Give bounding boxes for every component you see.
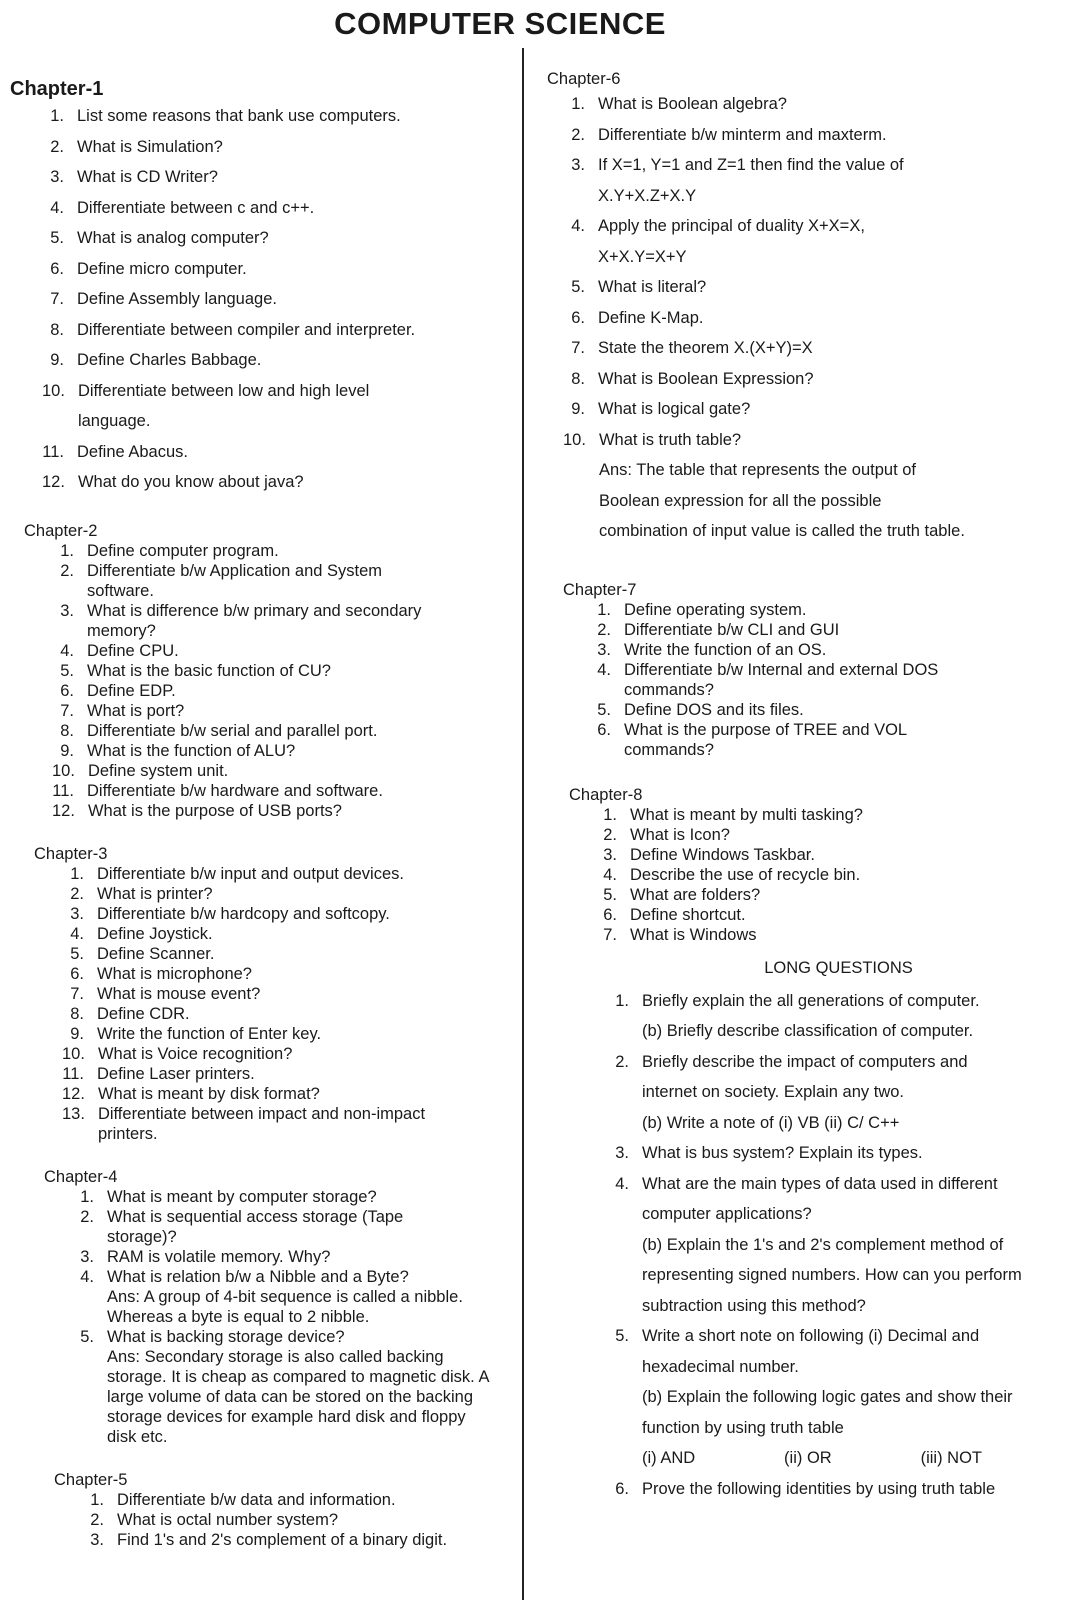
- chapter-1-section: [10, 78, 515, 498]
- question-number: 3.: [60, 601, 74, 620]
- chapter-3-section: [34, 845, 515, 1144]
- question-list: [42, 101, 515, 498]
- question-text: What is Voice recognition?: [97, 1044, 293, 1063]
- question-number: 1.: [60, 541, 74, 560]
- answer-text: Ans: A group of 4-bit sequence is called a nibble. Whereas a byte is equal to 2 nibble.: [107, 1287, 463, 1326]
- question-item: [595, 885, 1070, 905]
- question-text: Define Assembly language.: [77, 290, 277, 308]
- question-number: 5.: [70, 944, 84, 963]
- question-text: Differentiate b/w Application and System software.: [87, 561, 383, 600]
- question-number: 4.: [50, 198, 64, 217]
- question-number: 2.: [50, 137, 64, 156]
- question-body: [107, 1327, 515, 1447]
- question-text: Define Abacus.: [77, 442, 188, 461]
- question-text: What is Icon?: [630, 825, 730, 844]
- question-number: 8.: [60, 721, 74, 740]
- question-item: [563, 425, 1070, 547]
- question-text: Briefly describe the impact of computers and internet on society. Explain any two.: [642, 1052, 968, 1101]
- question-text: Write the function of an OS.: [624, 640, 827, 659]
- chapter-7-section: [563, 581, 1070, 760]
- long-question-item: [607, 1169, 1070, 1322]
- question-part-b: (b) Write a note of (i) VB (ii) C/ C++: [642, 1113, 900, 1132]
- question-item: [595, 845, 1070, 865]
- question-number: 3.: [70, 904, 84, 923]
- question-item: [52, 701, 515, 721]
- question-text: Define micro computer.: [77, 259, 247, 278]
- question-item: [72, 1267, 515, 1327]
- question-number: 5.: [615, 1327, 629, 1345]
- question-item: [563, 89, 1070, 120]
- question-text: What is Simulation?: [77, 137, 223, 156]
- question-item: [42, 223, 515, 254]
- question-number: 3.: [597, 640, 611, 659]
- question-number: 2.: [60, 561, 74, 580]
- question-item: [72, 1327, 515, 1447]
- chapter-heading: Chapter-3: [34, 844, 108, 863]
- question-text: Write the function of Enter key.: [97, 1024, 322, 1043]
- question-text: Differentiate between impact and non-impact printers.: [97, 1104, 426, 1143]
- question-number: 1.: [597, 600, 611, 619]
- question-item: [52, 541, 515, 561]
- question-number: 11.: [52, 781, 74, 800]
- question-item: [52, 661, 515, 681]
- question-number: 5.: [50, 229, 64, 247]
- question-text: Prove the following identities by using truth table: [642, 1479, 996, 1498]
- question-text: Differentiate b/w CLI and GUI: [624, 620, 840, 639]
- question-text: What is logical gate?: [598, 400, 751, 418]
- gate-label: (ii) OR: [784, 1449, 832, 1467]
- question-list: [563, 89, 1070, 547]
- question-item: [595, 825, 1070, 845]
- question-item: [52, 561, 515, 601]
- question-text: Differentiate b/w input and output devices.: [97, 864, 404, 883]
- question-text: What are folders?: [630, 885, 761, 904]
- question-item: [42, 315, 515, 346]
- page-title: COMPUTER SCIENCE: [334, 6, 666, 41]
- question-number: 6.: [50, 259, 64, 278]
- answer-text: Ans: Secondary storage is also called backing storage. It is cheap as compared to magnetic disk. A large volume of data can be stored on the backing storage devices for example hard disk and floppy disk etc.: [107, 1347, 489, 1446]
- long-question-item: [607, 1047, 1070, 1139]
- question-number: 1.: [50, 107, 64, 125]
- gate-label: (iii) NOT: [920, 1449, 982, 1467]
- question-number: 10.: [62, 1044, 85, 1063]
- long-question-item: [607, 1321, 1070, 1474]
- question-item: [563, 394, 1070, 425]
- question-item: [595, 905, 1070, 925]
- question-body: [107, 1267, 515, 1327]
- question-item: [563, 303, 1070, 334]
- question-number: 4.: [597, 660, 611, 679]
- question-text: What is Boolean Expression?: [598, 369, 814, 388]
- question-list: [589, 600, 1070, 760]
- question-item: [589, 620, 1070, 640]
- question-item: [589, 720, 1070, 760]
- question-number: 4.: [70, 924, 84, 943]
- long-questions-title: LONG QUESTIONS: [764, 958, 913, 977]
- chapter-2-section: [24, 522, 515, 821]
- question-item: [42, 193, 515, 224]
- chapter-6-section: [547, 70, 1070, 547]
- question-text: What is microphone?: [97, 964, 252, 983]
- question-text: What is mouse event?: [97, 984, 261, 1003]
- question-number: 6.: [615, 1479, 629, 1498]
- question-number: 5.: [571, 278, 585, 296]
- question-item: [62, 1104, 515, 1144]
- question-item: [595, 805, 1070, 825]
- question-text: Define Windows Taskbar.: [630, 845, 815, 864]
- question-number: 3.: [615, 1144, 629, 1162]
- question-text: What is printer?: [97, 884, 213, 903]
- question-item: [595, 925, 1070, 945]
- question-number: 4.: [80, 1267, 94, 1286]
- question-item: [72, 1247, 515, 1267]
- question-item: [62, 1024, 515, 1044]
- question-item: [42, 284, 515, 315]
- question-item: [72, 1187, 515, 1207]
- question-text: Differentiate between low and high level language.: [77, 381, 370, 430]
- long-question-item: [607, 1474, 1070, 1505]
- question-item: [52, 781, 515, 801]
- question-number: 5.: [60, 661, 74, 680]
- long-question-list: [607, 986, 1070, 1505]
- chapter-heading: Chapter-2: [24, 521, 98, 540]
- question-number: 9.: [70, 1024, 84, 1043]
- question-text: What is the function of ALU?: [87, 741, 296, 760]
- question-text: What is sequential access storage (Tape storage)?: [107, 1207, 404, 1246]
- question-number: 1.: [90, 1490, 104, 1509]
- question-number: 10.: [563, 430, 586, 449]
- question-text: Define Laser printers.: [97, 1064, 255, 1083]
- question-item: [52, 741, 515, 761]
- question-number: 5.: [597, 700, 611, 719]
- question-number: 4.: [615, 1174, 629, 1193]
- question-text: Define Scanner.: [97, 944, 215, 963]
- question-text: Differentiate b/w minterm and maxterm.: [598, 125, 887, 144]
- question-number: 6.: [60, 681, 74, 700]
- question-number: 1.: [603, 805, 617, 824]
- question-text: What do you know about java?: [77, 473, 304, 491]
- question-text: List some reasons that bank use computers.: [77, 107, 401, 125]
- question-text: What is truth table?: [598, 430, 742, 449]
- question-text: What is meant by computer storage?: [107, 1187, 377, 1206]
- question-number: 4.: [571, 217, 585, 235]
- question-number: 11.: [42, 442, 64, 461]
- question-number: 5.: [603, 885, 617, 904]
- question-list: [52, 541, 515, 821]
- question-number: 7.: [70, 984, 84, 1003]
- question-text: RAM is volatile memory. Why?: [107, 1247, 331, 1266]
- question-text: What is the basic function of CU?: [87, 661, 331, 680]
- logic-gates-row: [642, 1443, 982, 1474]
- column-divider: [522, 48, 524, 1600]
- question-text: What is meant by disk format?: [97, 1084, 320, 1103]
- question-text: Define DOS and its files.: [624, 700, 804, 719]
- question-number: 6.: [603, 905, 617, 924]
- question-part-b: (b) Explain the 1's and 2's complement method of representing signed numbers. How can you perform subtraction using this method?: [642, 1235, 1022, 1315]
- question-text: What are the main types of data used in different computer applications?: [642, 1174, 998, 1223]
- question-number: 12.: [62, 1084, 85, 1103]
- question-text: Apply the principal of duality X+X=X, X+X.Y=X+Y: [598, 217, 865, 266]
- question-number: 9.: [571, 400, 585, 418]
- question-number: 1.: [70, 864, 84, 883]
- question-text: What is backing storage device?: [107, 1327, 345, 1346]
- question-text: Differentiate b/w hardware and software.: [87, 781, 383, 800]
- question-text: Write a short note on following (i) Decimal and hexadecimal number.: [642, 1327, 980, 1376]
- question-item: [52, 681, 515, 701]
- question-item: [42, 376, 515, 437]
- question-number: 1.: [571, 95, 585, 113]
- question-item: [563, 211, 1070, 272]
- question-text: What is relation b/w a Nibble and a Byte?: [107, 1267, 409, 1286]
- question-text: What is port?: [87, 701, 185, 720]
- question-text: Define computer program.: [87, 541, 279, 560]
- question-text: What is octal number system?: [117, 1510, 338, 1529]
- question-item: [62, 904, 515, 924]
- question-item: [62, 924, 515, 944]
- question-number: 2.: [615, 1052, 629, 1071]
- question-number: 3.: [571, 156, 585, 174]
- question-item: [589, 600, 1070, 620]
- question-list: [595, 805, 1070, 945]
- question-number: 2.: [597, 620, 611, 639]
- question-part-b: (b) Explain the following logic gates and show their function by using truth table: [642, 1388, 1013, 1437]
- question-item: [62, 1084, 515, 1104]
- question-item: [62, 984, 515, 1004]
- question-text: State the theorem X.(X+Y)=X: [598, 339, 813, 357]
- question-number: 3.: [50, 168, 64, 186]
- question-item: [62, 1004, 515, 1024]
- question-body: [642, 1321, 1070, 1474]
- chapter-heading: Chapter-1: [10, 78, 104, 100]
- question-number: 2.: [80, 1207, 94, 1226]
- question-number: 9.: [50, 351, 64, 369]
- question-number: 2.: [571, 125, 585, 144]
- question-text: What is meant by multi tasking?: [630, 805, 863, 824]
- question-number: 1.: [80, 1187, 94, 1206]
- question-text: Differentiate between compiler and interpreter.: [77, 320, 416, 339]
- gate-label: (i) AND: [642, 1449, 696, 1467]
- question-item: [42, 132, 515, 163]
- question-number: 8.: [571, 369, 585, 388]
- question-number: 10.: [42, 381, 65, 400]
- question-item: [72, 1207, 515, 1247]
- question-number: 5.: [80, 1327, 94, 1346]
- question-number: 2.: [70, 884, 84, 903]
- question-item: [62, 884, 515, 904]
- question-number: 12.: [52, 801, 75, 820]
- long-question-item: [607, 1138, 1070, 1169]
- question-list: [82, 1490, 515, 1550]
- question-body: [642, 1169, 1070, 1322]
- question-number: 8.: [50, 320, 64, 339]
- question-item: [82, 1530, 515, 1550]
- question-item: [563, 120, 1070, 151]
- question-number: 6.: [70, 964, 84, 983]
- question-number: 1.: [615, 991, 629, 1010]
- question-text: Differentiate b/w data and information.: [117, 1490, 396, 1509]
- right-column: [547, 70, 1070, 1504]
- left-column: [10, 78, 515, 1550]
- question-text: What is the purpose of TREE and VOL commands?: [624, 720, 907, 759]
- question-text: Describe the use of recycle bin.: [630, 865, 861, 884]
- question-number: 7.: [571, 339, 585, 357]
- chapter-8-section: [569, 786, 1070, 945]
- question-item: [82, 1510, 515, 1530]
- question-number: 4.: [603, 865, 617, 884]
- question-text: If X=1, Y=1 and Z=1 then find the value of X.Y+X.Z+X.Y: [598, 156, 904, 205]
- chapter-4-section: [44, 1168, 515, 1447]
- question-text: Find 1's and 2's complement of a binary digit.: [117, 1530, 448, 1549]
- question-number: 10.: [52, 761, 75, 780]
- question-body: [642, 1047, 1070, 1139]
- question-text: Define Charles Babbage.: [77, 351, 262, 369]
- chapter-heading: Chapter-6: [547, 70, 621, 88]
- question-number: 12.: [42, 473, 65, 491]
- question-text: Define operating system.: [624, 600, 807, 619]
- question-item: [589, 660, 1070, 700]
- question-part-b: (b) Briefly describe classification of computer.: [642, 1022, 974, 1040]
- question-text: Differentiate b/w serial and parallel port.: [87, 721, 378, 740]
- question-item: [62, 964, 515, 984]
- question-item: [589, 640, 1070, 660]
- question-item: [52, 721, 515, 741]
- question-item: [62, 864, 515, 884]
- question-item: [62, 1044, 515, 1064]
- question-text: Define K-Map.: [598, 308, 704, 327]
- question-number: 2.: [603, 825, 617, 844]
- question-number: 7.: [60, 701, 74, 720]
- question-item: [563, 272, 1070, 303]
- question-item: [42, 254, 515, 285]
- question-item: [563, 150, 1070, 211]
- question-number: 3.: [90, 1530, 104, 1549]
- long-questions-section: [607, 959, 1070, 1505]
- question-item: [563, 333, 1070, 364]
- chapter-heading: Chapter-5: [54, 1470, 128, 1489]
- question-number: 3.: [603, 845, 617, 864]
- chapter-heading: Chapter-4: [44, 1167, 118, 1186]
- question-item: [62, 1064, 515, 1084]
- question-item: [82, 1490, 515, 1510]
- question-item: [52, 801, 515, 821]
- question-text: Define CPU.: [87, 641, 179, 660]
- question-text: What is literal?: [598, 278, 707, 296]
- long-question-item: [607, 986, 1070, 1047]
- question-body: [599, 425, 1070, 547]
- question-number: 4.: [60, 641, 74, 660]
- question-text: Briefly explain the all generations of computer.: [642, 991, 980, 1010]
- answer-text: Ans: The table that represents the output of Boolean expression for all the possible combination of input value is called the truth table.: [598, 461, 965, 540]
- question-text: What is Boolean algebra?: [598, 95, 787, 113]
- question-item: [595, 865, 1070, 885]
- question-text: What is bus system? Explain its types.: [642, 1144, 923, 1162]
- question-text: Differentiate between c and c++.: [77, 198, 315, 217]
- question-number: 13.: [62, 1104, 85, 1123]
- question-number: 9.: [60, 741, 74, 760]
- question-number: 8.: [70, 1004, 84, 1023]
- question-item: [42, 437, 515, 468]
- question-item: [52, 761, 515, 781]
- question-text: Define system unit.: [87, 761, 229, 780]
- question-text: Define EDP.: [87, 681, 176, 700]
- question-text: What is the purpose of USB ports?: [87, 801, 342, 820]
- question-text: Differentiate b/w hardcopy and softcopy.: [97, 904, 390, 923]
- question-item: [563, 364, 1070, 395]
- question-list: [62, 864, 515, 1144]
- question-number: 6.: [597, 720, 611, 739]
- question-body: [642, 986, 1070, 1047]
- question-item: [62, 944, 515, 964]
- question-number: 11.: [62, 1064, 84, 1083]
- question-item: [52, 601, 515, 641]
- question-number: 7.: [50, 290, 64, 308]
- question-text: Differentiate b/w Internal and external DOS commands?: [624, 660, 939, 699]
- chapter-heading: Chapter-8: [569, 785, 643, 804]
- chapter-5-section: [54, 1471, 515, 1550]
- question-list: [72, 1187, 515, 1447]
- chapter-heading: Chapter-7: [563, 580, 637, 599]
- question-number: 3.: [80, 1247, 94, 1266]
- question-text: What is analog computer?: [77, 229, 269, 247]
- question-item: [42, 345, 515, 376]
- question-number: 6.: [571, 308, 585, 327]
- question-item: [42, 162, 515, 193]
- question-item: [52, 641, 515, 661]
- question-text: What is CD Writer?: [77, 168, 218, 186]
- question-item: [42, 467, 515, 498]
- question-text: Define Joystick.: [97, 924, 213, 943]
- question-text: What is Windows: [630, 925, 757, 944]
- question-item: [42, 101, 515, 132]
- question-number: 2.: [90, 1510, 104, 1529]
- question-item: [589, 700, 1070, 720]
- question-text: Define shortcut.: [630, 905, 746, 924]
- question-text: Define CDR.: [97, 1004, 190, 1023]
- question-number: 7.: [603, 925, 617, 944]
- question-text: What is difference b/w primary and secondary memory?: [87, 601, 422, 640]
